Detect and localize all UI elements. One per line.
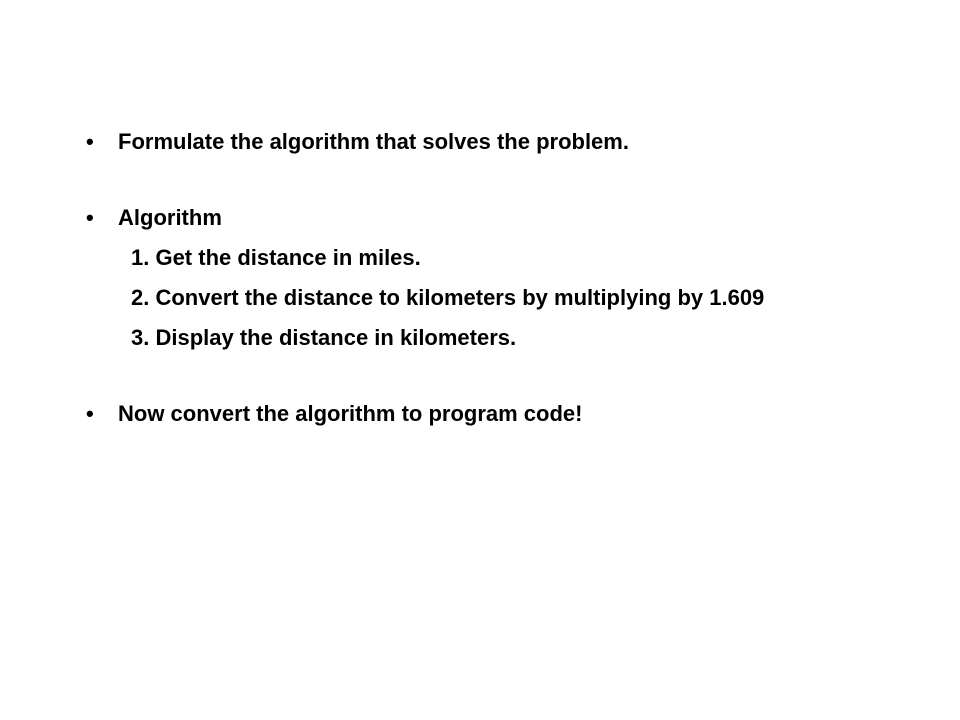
algorithm-step-3 — [86, 318, 906, 358]
algorithm-step-text: 2. Convert the distance to kilometers by multiplying by 1.609 — [131, 285, 765, 310]
algorithm-step-text: 3. Display the distance in kilometers. — [131, 325, 517, 350]
spacer — [86, 358, 906, 394]
slide-body — [86, 122, 906, 434]
bullet-text: Formulate the algorithm that solves the problem. — [118, 129, 629, 154]
bullet-item-formulate — [86, 122, 906, 162]
spacer — [86, 162, 906, 198]
bullet-icon: • — [86, 401, 94, 426]
bullet-item-algorithm — [86, 198, 906, 238]
bullet-text: Now convert the algorithm to program code! — [118, 401, 583, 426]
algorithm-step-1 — [86, 238, 906, 278]
bullet-text: Algorithm — [118, 205, 222, 230]
algorithm-step-2 — [86, 278, 906, 318]
bullet-icon: • — [86, 129, 94, 154]
algorithm-step-text: 1. Get the distance in miles. — [131, 245, 421, 270]
bullet-icon: • — [86, 205, 94, 230]
bullet-item-convert — [86, 394, 906, 434]
